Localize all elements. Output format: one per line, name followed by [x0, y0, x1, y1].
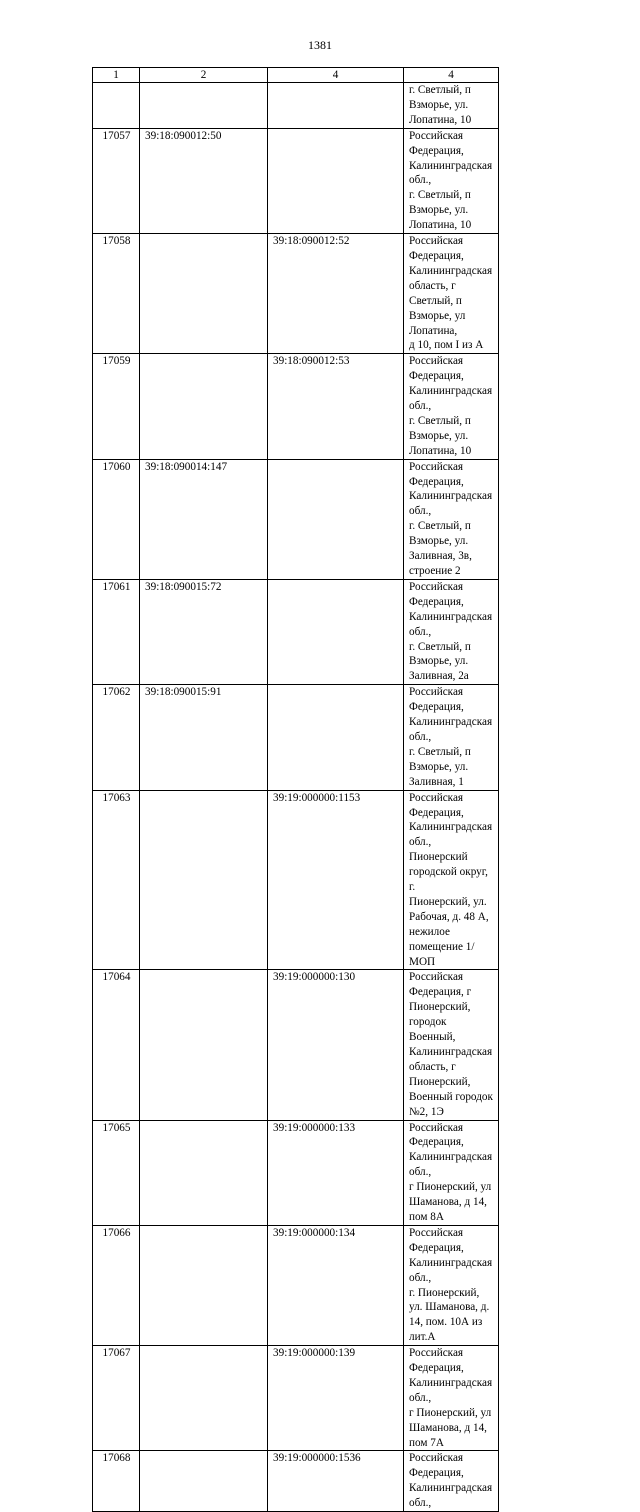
row-number: 17057: [93, 128, 140, 233]
cadastral-number-land: 39:18:090015:72: [140, 579, 268, 684]
header-col-4: 4: [404, 68, 499, 83]
header-col-1: 1: [93, 68, 140, 83]
address: Российская Федерация, Калининградская обл., г. Светлый, п Взморье, ул. Заливная, 1: [404, 685, 499, 790]
row-number: 17063: [93, 790, 140, 970]
address: Российская Федерация, Калининградская обл., г. Светлый, п Взморье, ул. Заливная, 2а: [404, 579, 499, 684]
table-row: [93, 83, 499, 129]
registry-table: [92, 67, 499, 1512]
row-number: 17059: [93, 354, 140, 459]
address: Российская Федерация, Калининградская обл., г Пионерский, ул Шаманова, д 14, пом 7А: [404, 1346, 499, 1451]
cadastral-number-land: [140, 790, 268, 970]
cadastral-number-land: [140, 970, 268, 1120]
cadastral-number-land: [140, 234, 268, 354]
cadastral-number-land: 39:18:090015:91: [140, 685, 268, 790]
cadastral-number-object: 39:19:000000:134: [268, 1225, 404, 1345]
row-number: 17058: [93, 234, 140, 354]
address: Российская Федерация, Калининградская обл.,: [404, 1451, 499, 1512]
row-number: 17068: [93, 1451, 140, 1512]
address: Российская Федерация, Калининградская область, г Светлый, п Взморье, ул Лопатина, д 10, пом I из А: [404, 234, 499, 354]
cadastral-number-land: [140, 354, 268, 459]
table-row: [93, 1225, 499, 1345]
cadastral-number-land: [140, 1451, 268, 1512]
cadastral-number-object: [268, 685, 404, 790]
table-row: [93, 685, 499, 790]
address: Российская Федерация, Калининградская обл., г. Пионерский, ул. Шаманова, д. 14, пом. 10А из лит.А: [404, 1225, 499, 1345]
cadastral-number-land: [140, 1120, 268, 1225]
cadastral-number-object: 39:19:000000:130: [268, 970, 404, 1120]
table-row: [93, 579, 499, 684]
table-row: [93, 459, 499, 579]
address: Российская Федерация, г Пионерский, городок Военный, Калининградская область, г Пионерский, Военный городок №2, 1Э: [404, 970, 499, 1120]
table-row: [93, 128, 499, 233]
address: Российская Федерация, Калининградская обл., г Пионерский, ул Шаманова, д 14, пом 8А: [404, 1120, 499, 1225]
cadastral-number-land: [140, 1225, 268, 1345]
cadastral-number-object: 39:18:090012:52: [268, 234, 404, 354]
table-row: [93, 1346, 499, 1451]
cadastral-number-land: [140, 1346, 268, 1451]
cadastral-number-land: [140, 83, 268, 129]
page-number: 1381: [308, 38, 332, 52]
cadastral-number-object: 39:19:000000:1536: [268, 1451, 404, 1512]
table-row: [93, 1451, 499, 1512]
row-number: 17064: [93, 970, 140, 1120]
address: Российская Федерация, Калининградская обл., г. Светлый, п Взморье, ул. Лопатина, 10: [404, 128, 499, 233]
row-number: 17062: [93, 685, 140, 790]
address: г. Светлый, п Взморье, ул. Лопатина, 10: [404, 83, 499, 129]
cadastral-number-object: 39:19:000000:139: [268, 1346, 404, 1451]
cadastral-number-land: 39:18:090014:147: [140, 459, 268, 579]
cadastral-number-object: [268, 579, 404, 684]
cadastral-number-object: 39:19:000000:133: [268, 1120, 404, 1225]
row-number: 17065: [93, 1120, 140, 1225]
cadastral-number-land: 39:18:090012:50: [140, 128, 268, 233]
cadastral-number-object: [268, 128, 404, 233]
table-row: [93, 234, 499, 354]
address: Российская Федерация, Калининградская обл., Пионерский городской округ, г. Пионерский, ул. Рабочая, д. 48 А, нежилое помещение 1/МОП: [404, 790, 499, 970]
row-number: 17067: [93, 1346, 140, 1451]
cadastral-number-object: [268, 459, 404, 579]
table-row: [93, 1120, 499, 1225]
row-number: [93, 83, 140, 129]
table-row: [93, 354, 499, 459]
row-number: 17060: [93, 459, 140, 579]
header-col-3: 4: [268, 68, 404, 83]
cadastral-number-object: 39:19:000000:1153: [268, 790, 404, 970]
address: Российская Федерация, Калининградская обл., г. Светлый, п Взморье, ул. Заливная, 3в, строение 2: [404, 459, 499, 579]
cadastral-number-object: [268, 83, 404, 129]
cadastral-number-object: 39:18:090012:53: [268, 354, 404, 459]
table-row: [93, 970, 499, 1120]
table-header-row: [93, 68, 499, 83]
address: Российская Федерация, Калининградская обл., г. Светлый, п Взморье, ул. Лопатина, 10: [404, 354, 499, 459]
row-number: 17061: [93, 579, 140, 684]
table-row: [93, 790, 499, 970]
header-col-2: 2: [140, 68, 268, 83]
row-number: 17066: [93, 1225, 140, 1345]
